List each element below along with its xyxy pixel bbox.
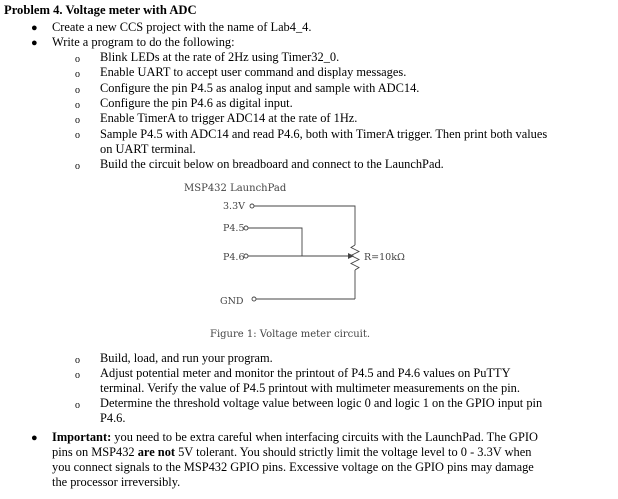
wire-3v3 — [254, 206, 355, 245]
task-item: Configure the pin P4.6 as digital input. — [100, 96, 293, 110]
sub-bullet-icon: o — [75, 69, 80, 80]
step-item-continued: terminal. Verify the value of P4.5 printout with multimeter measurements on the pin. — [100, 381, 520, 395]
sub-bullet-icon: o — [75, 85, 80, 96]
important-text: pins on MSP432 — [52, 445, 138, 459]
wiper-arrow-icon — [348, 253, 354, 259]
bullet-icon: ● — [31, 37, 38, 49]
important-note-line — [52, 445, 531, 460]
task-item: Blink LEDs at the rate of 2Hz using Timer32_0. — [100, 50, 340, 64]
important-note-line — [52, 430, 538, 445]
pin-p45-label: P4.5 — [223, 223, 245, 234]
bullet-text: Write a program to do the following: — [52, 35, 235, 49]
step-item: Adjust potential meter and monitor the printout of P4.5 and P4.6 values on PuTTY — [100, 366, 511, 380]
voltage-meter-circuit-diagram — [180, 178, 420, 343]
task-item: Sample P4.5 with ADC14 and read P4.6, both with TimerA trigger. Then print both values — [100, 127, 548, 141]
important-emphasis: are not — [137, 445, 176, 459]
sub-bullet-icon: o — [75, 100, 80, 111]
figure-caption: Figure 1: Voltage meter circuit. — [210, 329, 371, 340]
task-item-continued: on UART terminal. — [100, 142, 196, 156]
task-item: Enable TimerA to trigger ADC14 at the rate of 1Hz. — [100, 111, 358, 125]
pin-p46-label: P4.6 — [223, 252, 245, 263]
important-note-line: you connect signals to the MSP432 GPIO pins. Excessive voltage on the GPIO pins may damage — [52, 460, 534, 474]
pin-gnd-label: GND — [220, 296, 244, 307]
bullet-icon: ● — [31, 432, 38, 444]
sub-bullet-icon: o — [75, 115, 80, 126]
important-text: 5V tolerant. You should strictly limit the voltage level to 0 - 3.3V when — [175, 445, 532, 459]
problem-title: Problem 4. Voltage meter with ADC — [4, 3, 197, 17]
task-item: Build the circuit below on breadboard and connect to the LaunchPad. — [100, 157, 444, 171]
bullet-icon: ● — [31, 22, 38, 34]
pin-p46-terminal — [244, 254, 248, 258]
sub-bullet-icon: o — [75, 370, 80, 381]
pin-gnd-terminal — [252, 297, 256, 301]
pin-3v3-terminal — [250, 204, 254, 208]
pin-3v3-label: 3.3V — [223, 201, 245, 212]
step-item-continued: P4.6. — [100, 411, 126, 425]
bullet-text: Create a new CCS project with the name of Lab4_4. — [52, 20, 312, 34]
wire-p45 — [248, 228, 302, 256]
pin-p45-terminal — [244, 226, 248, 230]
task-item: Enable UART to accept user command and display messages. — [100, 65, 407, 79]
important-label: Important: — [52, 430, 112, 444]
sub-bullet-icon: o — [75, 130, 80, 141]
resistor-label: R=10kΩ — [364, 252, 405, 263]
sub-bullet-icon: o — [75, 161, 80, 172]
task-item: Configure the pin P4.5 as analog input and sample with ADC14. — [100, 81, 420, 95]
sub-bullet-icon: o — [75, 54, 80, 65]
resistor-icon — [351, 245, 359, 270]
step-item: Build, load, and run your program. — [100, 351, 273, 365]
step-item: Determine the threshold voltage value between logic 0 and logic 1 on the GPIO input pin — [100, 396, 543, 410]
sub-bullet-icon: o — [75, 400, 80, 411]
important-note-line: the processor irreversibly. — [52, 475, 181, 489]
important-text: you need to be extra careful when interfacing circuits with the LaunchPad. The GPIO — [111, 430, 538, 444]
sub-bullet-icon: o — [75, 355, 80, 366]
board-label: MSP432 LaunchPad — [184, 183, 287, 194]
